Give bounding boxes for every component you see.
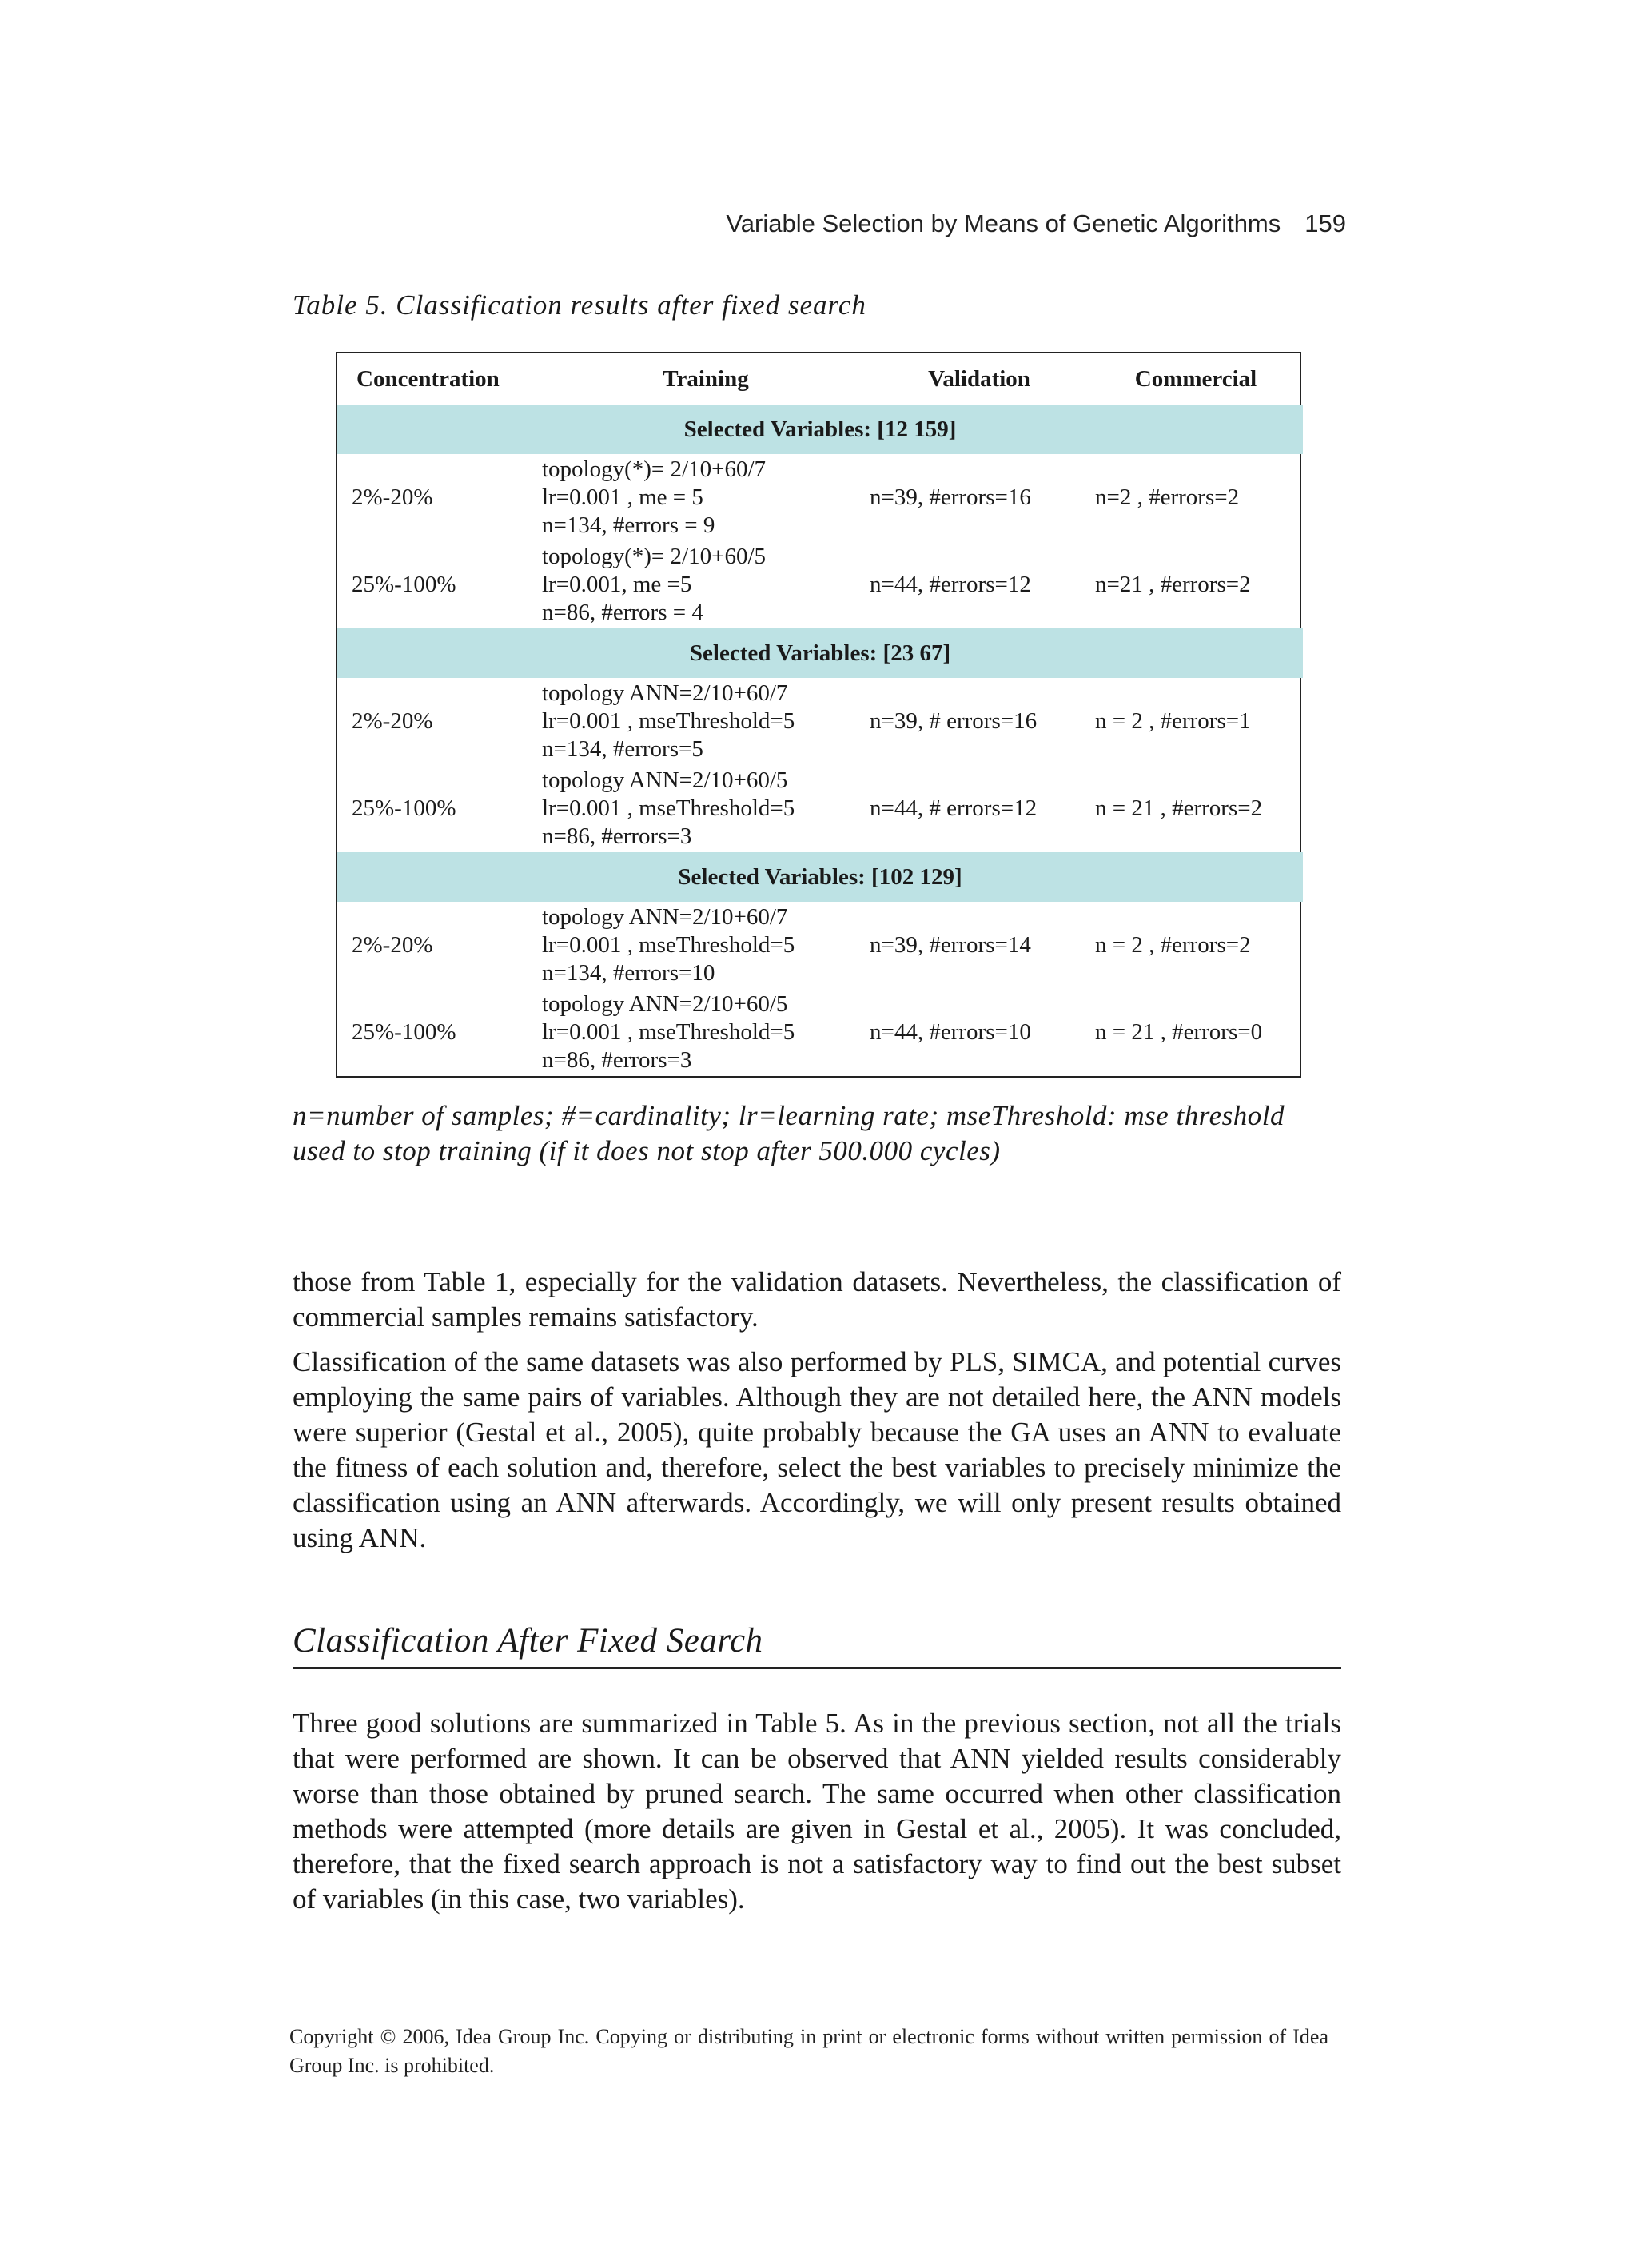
- selected-variables-label: Selected Variables: [12 159]: [337, 405, 1303, 454]
- body-paragraph: Classification of the same datasets was also performed by PLS, SIMCA, and potential curves employing the same pairs of variables. Although they are not detailed here, the ANN models were superior (Gestal et al., 2005), quite probably because the GA uses an ANN to evaluate the fitness of each solution and, therefore, select the best variables to precisely minimize the classification using an ANN afterwards. Accordingly, we will only present results obtained using ANN.: [293, 1346, 1341, 1553]
- cell-commercial: n = 2 , #errors=1: [1095, 708, 1251, 734]
- results-table: [336, 352, 1301, 1078]
- training-line: n=86, #errors=3: [542, 1047, 692, 1073]
- cell-training: [542, 765, 870, 852]
- cell-concentration: 2%-20%: [352, 484, 433, 510]
- copyright-notice: Copyright © 2006, Idea Group Inc. Copying or distributing in print or electronic forms without written permission of Idea Group Inc. is prohibited.: [289, 2025, 1328, 2077]
- table-row: [337, 541, 1303, 628]
- training-line: lr=0.001 , mseThreshold=5: [542, 1019, 795, 1045]
- cell-concentration: 2%-20%: [352, 932, 433, 958]
- column-header-commercial: Commercial: [1134, 365, 1257, 392]
- table-caption: Table 5. Classification results after fixed search: [293, 289, 866, 321]
- section-heading: Classification After Fixed Search: [293, 1621, 1341, 1669]
- cell-validation: n=39, # errors=16: [870, 708, 1038, 734]
- training-line: topology(*)= 2/10+60/7: [542, 456, 767, 482]
- table-row: [337, 765, 1303, 852]
- body-paragraph: those from Table 1, especially for the validation datasets. Nevertheless, the classification of commercial samples remains satisfactory.: [293, 1266, 1341, 1333]
- cell-validation: n=39, #errors=16: [870, 484, 1031, 510]
- cell-training: [542, 454, 870, 541]
- cell-concentration: 25%-100%: [352, 1019, 456, 1045]
- cell-validation: n=44, # errors=12: [870, 795, 1038, 821]
- training-line: n=134, #errors=10: [542, 960, 715, 986]
- cell-validation: n=44, #errors=10: [870, 1019, 1031, 1045]
- training-line: n=134, #errors=5: [542, 736, 703, 762]
- training-line: n=134, #errors = 9: [542, 512, 715, 538]
- table-row: [337, 454, 1303, 541]
- training-line: n=86, #errors = 4: [542, 600, 703, 625]
- body-paragraph: Three good solutions are summarized in Table 5. As in the previous section, not all the trials that were performed are shown. It can be observed that ANN yielded results considerably worse than those obtained by pruned search. The same occurred when other classification methods were attempted (more details are given in Gestal et al., 2005). It was concluded, therefore, that the fixed search approach is not a satisfactory way to find out the best subset of variables (in this case, two variables).: [293, 1708, 1341, 1915]
- column-header-concentration: Concentration: [356, 365, 500, 392]
- cell-concentration: 25%-100%: [352, 795, 456, 821]
- group-header-row: [337, 405, 1303, 454]
- training-line: lr=0.001 , mseThreshold=5: [542, 932, 795, 958]
- training-line: topology ANN=2/10+60/7: [542, 904, 788, 930]
- running-title: Variable Selection by Means of Genetic Algorithms: [726, 209, 1281, 237]
- cell-training: [542, 678, 870, 765]
- cell-commercial: n = 21 , #errors=2: [1095, 795, 1263, 821]
- selected-variables-label: Selected Variables: [23 67]: [337, 628, 1303, 678]
- training-line: lr=0.001 , mseThreshold=5: [542, 795, 795, 821]
- cell-concentration: 2%-20%: [352, 708, 433, 734]
- training-line: topology ANN=2/10+60/7: [542, 680, 788, 706]
- table-row: [337, 989, 1303, 1076]
- table-footnote: n=number of samples; #=cardinality; lr=learning rate; mseThreshold: mse threshold used to stop training (if it does not stop after 500.000 cycles): [293, 1100, 1285, 1166]
- cell-commercial: n = 2 , #errors=2: [1095, 932, 1251, 958]
- table-header-row: [337, 353, 1303, 405]
- cell-validation: n=44, #errors=12: [870, 572, 1031, 597]
- page-number: 159: [1304, 209, 1346, 237]
- cell-training: [542, 541, 870, 628]
- selected-variables-label: Selected Variables: [102 129]: [337, 852, 1303, 902]
- running-head: [726, 209, 1346, 238]
- table-row: [337, 678, 1303, 765]
- table-body: [337, 405, 1303, 1076]
- column-header-training: Training: [663, 365, 749, 392]
- training-line: topology ANN=2/10+60/5: [542, 767, 788, 793]
- cell-validation: n=39, #errors=14: [870, 932, 1031, 958]
- cell-concentration: 25%-100%: [352, 572, 456, 597]
- group-header-row: [337, 628, 1303, 678]
- table-row: [337, 902, 1303, 989]
- group-header-row: [337, 852, 1303, 902]
- training-line: topology ANN=2/10+60/5: [542, 991, 788, 1017]
- training-line: lr=0.001 , mseThreshold=5: [542, 708, 795, 734]
- column-header-validation: Validation: [928, 365, 1030, 392]
- training-line: lr=0.001, me =5: [542, 572, 692, 597]
- training-line: n=86, #errors=3: [542, 823, 692, 849]
- training-line: lr=0.001 , me = 5: [542, 484, 703, 510]
- cell-commercial: n = 21 , #errors=0: [1095, 1019, 1263, 1045]
- cell-commercial: n=2 , #errors=2: [1095, 484, 1240, 510]
- cell-training: [542, 902, 870, 989]
- cell-commercial: n=21 , #errors=2: [1095, 572, 1251, 597]
- training-line: topology(*)= 2/10+60/5: [542, 544, 767, 569]
- cell-training: [542, 989, 870, 1076]
